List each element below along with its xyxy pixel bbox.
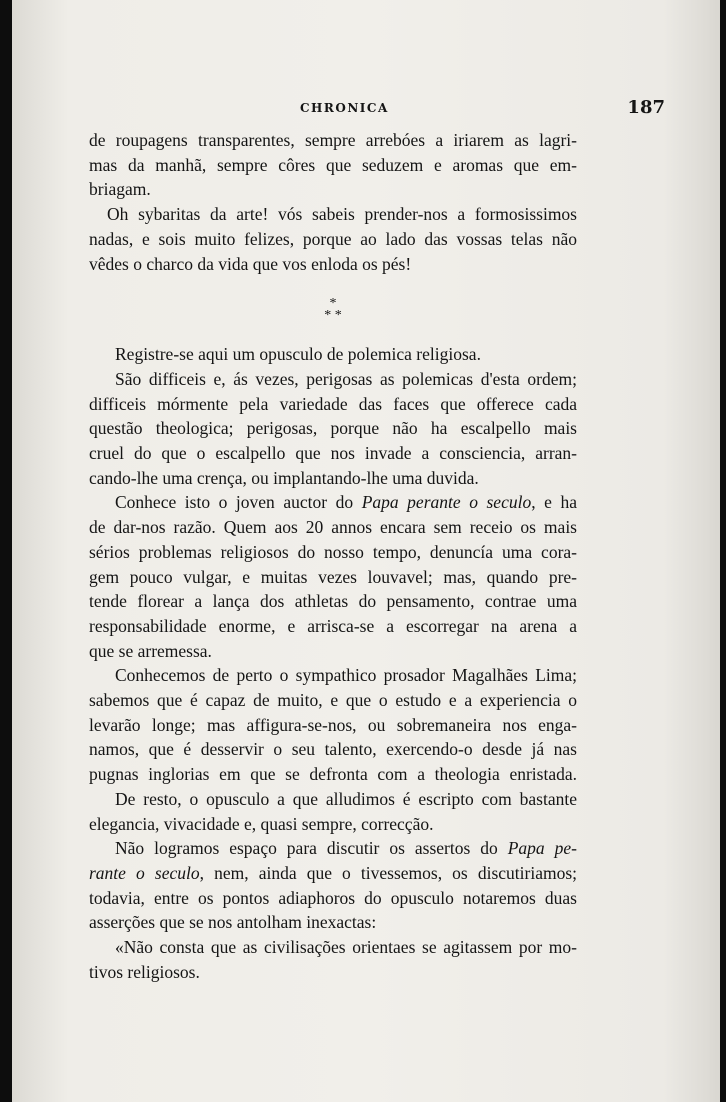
paragraph [89,935,577,984]
text-line: São difficeis e, ás vezes, perigosas as polemicas d'esta ordem; [115,368,577,389]
text-line: Conhecemos de perto o sympathico prosador Magalhães Lima; [115,665,577,686]
text-line: Oh sybaritas da arte! vós sabeis prender-nos a formosissimos [107,204,577,225]
asterism-bottom: * * [324,308,342,324]
paragraph [89,490,577,663]
asterism-top: * [329,296,337,312]
text-line: de roupagens transparentes, sempre arrebóes a iriarem as lagri- [89,130,577,150]
paragraph [89,663,577,787]
text-line: de dar-nos razão. Quem aos 20 annos encara sem receio os mais [89,517,577,538]
text-line: nadas, e sois muito felizes, porque ao lado das vossas telas não [89,228,577,249]
text-line: briagam. [89,179,151,200]
book-title-italic: rante o seculo [89,862,200,883]
section-break-asterism [89,298,577,322]
paragraph [89,787,577,836]
page-number: 187 [627,97,665,118]
paragraph [89,836,577,935]
text-line: todavia, entre os pontos adiaphoros do opusculo notaremos duas [89,887,577,908]
text-line: tivos religiosos. [89,961,200,982]
text-line: sérios problemas religiosos do nosso tempo, denuncía uma cora- [89,541,577,562]
text-line: De resto, o opusculo a que alludimos é escripto com bastante [115,788,577,809]
scan-edge [720,0,726,1102]
page-header [90,97,665,119]
text-line: cando-lhe uma crença, ou implantando-lhe uma duvida. [89,467,479,488]
text-line: que se arremessa. [89,640,212,661]
text-line: tende florear a lança dos athletas do pensamento, contrae uma [89,591,577,612]
paragraph [89,202,577,276]
text-line: sabemos que é capaz de muito, e que o estudo e a experiencia o [89,690,577,711]
text-line: namos, que é desservir o seu talento, exercendo-o desde já nas [89,739,577,760]
text-line: mas da manhã, sempre côres que seduzem e aromas que em- [89,154,577,175]
text-line: responsabilidade enorme, e arrisca-se a escorregar na arena a [89,615,577,636]
book-page [12,0,720,1102]
running-title: CHRONICA [300,101,389,115]
book-title-italic: Papa pe- [507,838,577,859]
text-line: asserções que se nos antolham inexactas: [89,912,377,933]
text-line: levarão longe; mas affigura-se-nos, ou sobremaneira nos enga- [89,714,577,735]
text-line: elegancia, vivacidade e, quasi sempre, correcção. [89,813,434,834]
text-line: Registre-se aqui um opusculo de polemica religiosa. [115,344,481,365]
text-line: questão theologica; perigosas, porque não ha escalpello mais [89,418,577,439]
text-line: cruel do que o escalpello que nos invade a consciencia, arran- [89,443,577,464]
text-line-with-italic-title: Não logramos espaço para discutir os assertos do Papa pe- [115,838,577,859]
text-line: pugnas inglorias em que se defronta com a theologia enristada. [89,764,577,785]
text-line: vêdes o charco da vida que vos enloda os pés! [89,253,412,274]
text-line: difficeis mórmente pela variedade das faces que offerece cada [89,393,577,414]
text-line-with-italic-title: rante o seculo, nem, ainda que o tivessemos, os discutiriamos; [89,862,578,883]
paragraph [89,367,577,491]
body-text [89,128,577,985]
text-line: gem pouco vulgar, e muitas vezes louvavel; mas, quando pre- [89,566,577,587]
text-line-with-italic-title: Conhece isto o joven auctor do Papa perante o seculo, e ha [115,492,577,513]
book-title-italic: Papa perante o seculo [361,492,532,513]
paragraph [89,128,577,202]
text-line: «Não consta que as civilisações orientaes se agitassem por mo- [115,937,577,958]
paragraph [89,342,577,367]
